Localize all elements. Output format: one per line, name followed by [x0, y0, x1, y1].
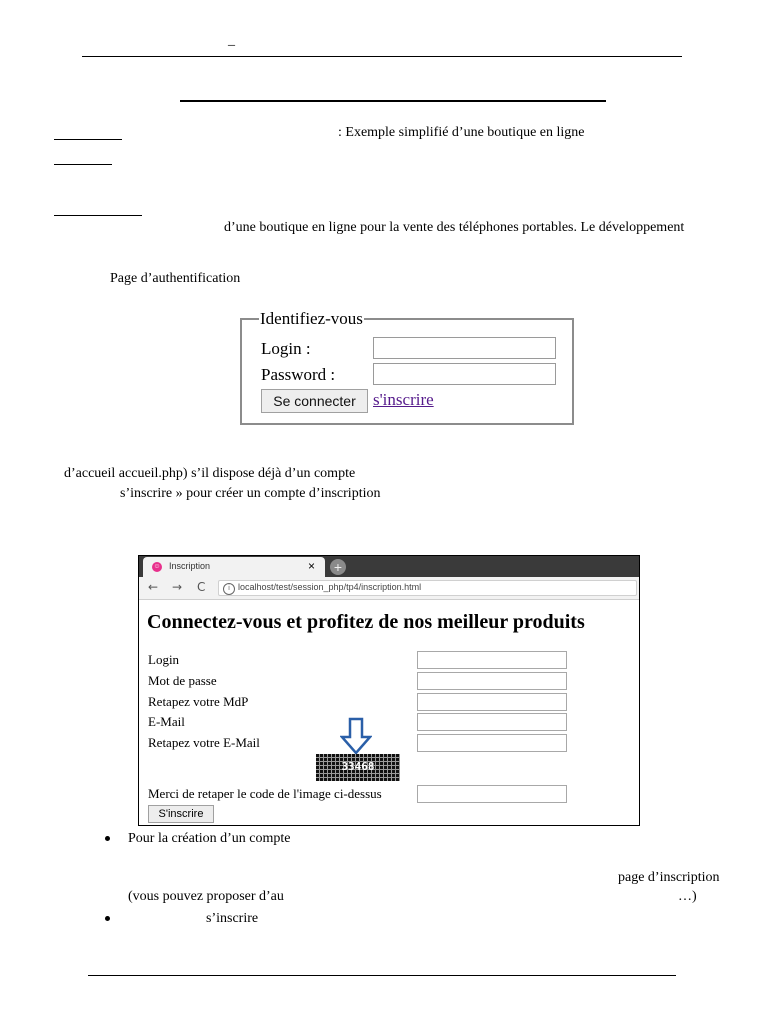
login-field[interactable]	[417, 651, 567, 669]
field-label-email-confirm: Retapez votre E-Mail	[148, 735, 260, 750]
note-bullet-2: s’inscrire	[206, 911, 259, 926]
note-line-left: (vous pouvez proposer d’au	[128, 889, 284, 904]
captcha-input[interactable]	[417, 785, 567, 803]
login-fieldset	[240, 309, 574, 425]
close-icon[interactable]: ×	[308, 559, 316, 573]
auth-heading: Page d’authentification	[110, 271, 241, 286]
signup-link[interactable]: s'inscrire	[373, 390, 434, 409]
note-line-end: …)	[678, 889, 697, 904]
back-icon[interactable]: ←	[148, 580, 159, 594]
field-label-email: E-Mail	[148, 714, 185, 729]
forward-icon[interactable]: →	[172, 580, 183, 594]
url-text: localhost/test/session_php/tp4/inscription.html	[238, 582, 422, 592]
captcha-text: 33468	[341, 760, 375, 773]
browser-screenshot	[138, 555, 640, 826]
title-rule	[180, 100, 606, 102]
field-label-password-confirm: Retapez votre MdP	[148, 694, 249, 709]
email-field[interactable]	[417, 713, 567, 731]
bullet-2	[105, 916, 110, 921]
new-tab-icon[interactable]: +	[330, 559, 346, 575]
field-label-password: Mot de passe	[148, 673, 217, 688]
signup-button[interactable]: S'inscrire	[148, 805, 214, 823]
description-line-1: d’accueil accueil.php) s’il dispose déjà d’un compte	[64, 466, 356, 481]
browser-toolbar	[139, 577, 639, 600]
connect-button[interactable]: Se connecter	[261, 389, 368, 413]
password-input[interactable]	[373, 363, 556, 385]
intro-line-1: : Exemple simplifié d’une boutique en ligne	[338, 125, 585, 140]
tab-title: Inscription	[169, 561, 211, 571]
note-bullet-1: Pour la création d’un compte	[128, 831, 291, 846]
footer-rule	[88, 975, 676, 976]
browser-tabbar	[139, 556, 639, 577]
captcha-image	[316, 754, 400, 781]
address-bar[interactable]	[218, 580, 637, 596]
description-line-2: s’inscrire » pour créer un compte d’inscription	[120, 486, 381, 501]
password-confirm-field[interactable]	[417, 693, 567, 711]
login-legend: Identifiez-vous	[260, 309, 363, 328]
email-confirm-field[interactable]	[417, 734, 567, 752]
underline-2	[54, 164, 112, 165]
page-heading: Connectez-vous et profitez de nos meilleur produits	[147, 611, 585, 633]
bullet-1	[105, 836, 110, 841]
header-dash: _	[228, 33, 235, 48]
captcha-prompt: Merci de retaper le code de l'image ci-dessus	[148, 786, 382, 801]
underline-3	[54, 215, 142, 216]
browser-tab[interactable]	[143, 557, 325, 577]
password-label: Password :	[261, 365, 336, 384]
login-label: Login :	[261, 339, 311, 358]
field-label-login: Login	[148, 652, 180, 667]
password-field[interactable]	[417, 672, 567, 690]
header-rule	[82, 56, 682, 57]
info-icon[interactable]: i	[223, 583, 235, 595]
intro-line-2: d’une boutique en ligne pour la vente des téléphones portables. Le développement	[224, 220, 685, 235]
favicon-icon: ☺	[153, 563, 161, 570]
underline-1	[54, 139, 122, 140]
arrow-down-icon	[340, 717, 372, 755]
login-input[interactable]	[373, 337, 556, 359]
note-line-right: page d’inscription	[618, 870, 720, 885]
reload-icon[interactable]: C	[197, 580, 206, 594]
